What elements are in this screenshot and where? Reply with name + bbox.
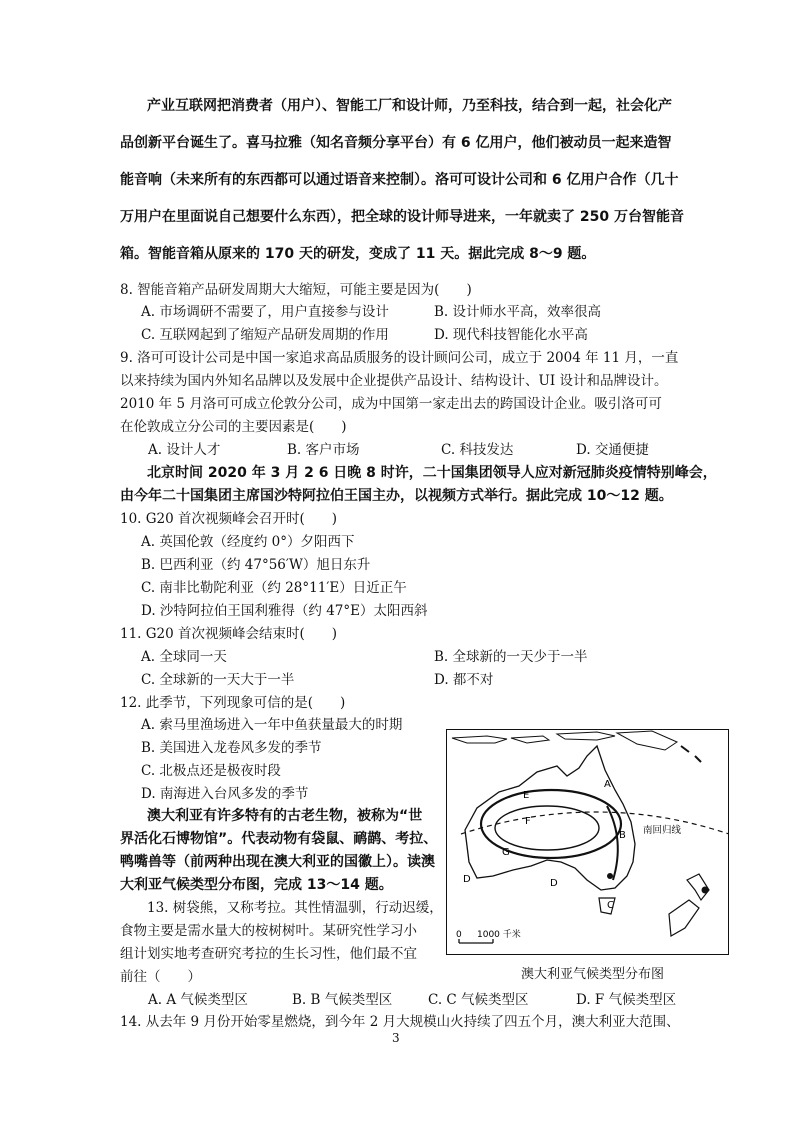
q12-option-b: B. 美国进入龙卷风多发的季节 [141, 740, 322, 756]
q13-line: 13. 树袋熊，又称考拉。其性情温驯，行动迟缓， [147, 900, 443, 916]
q9-option-a: A. 设计人才 [148, 442, 221, 458]
climate-zone-boundary [495, 806, 599, 850]
intro1-line: 万用户在里面说自己想要什么东西），把全球的设计师导进来，一年就卖了 250 万台智能音 [120, 209, 684, 225]
q12-option-d: D. 南海进入台风多发的季节 [141, 786, 309, 802]
q13-line: 食物主要是需水量大的桉树树叶。某研究性学习小 [120, 923, 417, 939]
q11-option-b: B. 全球新的一天少于一半 [434, 649, 588, 665]
q9-line: 以来持续为国内外知名品牌以及发展中企业提供产品设计、结构设计、UI 设计和品牌设计。 [120, 373, 668, 389]
q9-option-d: D. 交通便捷 [576, 442, 649, 458]
q8-option-a: A. 市场调研不需要了，用户直接参与设计 [141, 304, 389, 320]
q13-option-c: C. C 气候类型区 [428, 992, 529, 1008]
scale-zero: 0 [456, 930, 462, 940]
zone-label-e: E [523, 790, 530, 801]
new-guinea-outline [617, 731, 677, 750]
q12-option-c: C. 北极点还是极夜时段 [141, 763, 281, 779]
intro2-line: 由今年二十国集团主席国沙特阿拉伯王国主办，以视频方式举行。据此完成 10～12 题。 [120, 488, 673, 504]
q11-option-c: C. 全球新的一天大于一半 [141, 672, 295, 688]
scale-label: 1000 千米 [477, 930, 521, 940]
q10-option-b: B. 巴西利亚（约 47°56′W）旭日东升 [141, 557, 371, 573]
zone-label-a: A [604, 779, 611, 790]
map-graphic [447, 730, 728, 954]
q11-stem: 11. G20 首次视频峰会结束时( ) [120, 626, 338, 642]
q10-option-a: A. 英国伦敦（经度约 0°）夕阳西下 [141, 534, 355, 550]
intro2-line: 北京时间 2020 年 3 月 2 6 日晚 8 时许，二十国集团领导人应对新冠肺炎疫情特别峰会， [147, 465, 717, 481]
australia-outline [465, 746, 635, 890]
q8-option-b: B. 设计师水平高，效率很高 [434, 304, 602, 320]
q8-option-c: C. 互联网起到了缩短产品研发周期的作用 [141, 327, 389, 343]
intro3-line: 大利亚气候类型分布图，完成 13～14 题。 [120, 877, 393, 893]
tropic-label: 南回归线 [643, 825, 682, 836]
island-outline [557, 732, 615, 740]
q14-stem: 14. 从去年 9 月份开始零星燃烧，到今年 2 月大规模山火持续了四五个月，澳大利亚大范围、 [120, 1014, 680, 1030]
zone-label-f: F [525, 816, 531, 827]
zone-label-d: D [463, 874, 471, 885]
island-outline [511, 736, 549, 743]
q9-line: 2010 年 5 月洛可可成立伦敦分公司，成为中国第一家走出去的跨国设计企业。吸引洛可可 [120, 396, 662, 412]
island-outline [452, 736, 507, 743]
q8-option-d: D. 现代科技智能化水平高 [434, 327, 588, 343]
q13-line: 前往（ ） [120, 969, 201, 985]
q8-stem: 8. 智能音箱产品研发周期大大缩短，可能主要是因为( ) [120, 282, 472, 298]
intro1-line: 能音响（未来所有的东西都可以通过语音来控制）。洛可可设计公司和 6 亿用户合作（几十 [120, 172, 679, 188]
q9-option-c: C. 科技发达 [441, 442, 514, 458]
intro3-line: 界活化石博物馆”。代表动物有袋鼠、鸸鹋、考拉、 [120, 831, 438, 847]
q11-option-a: A. 全球同一天 [141, 649, 227, 665]
zone-label-b: B [619, 830, 626, 841]
zone-label-d: D [550, 878, 558, 889]
q10-option-d: D. 沙特阿拉伯王国利雅得（约 47°E）太阳西斜 [141, 603, 428, 619]
australia-climate-map [446, 729, 729, 955]
new-zealand-south [669, 900, 699, 936]
intro3-line: 澳大利亚有许多特有的古老生物，被称为“世 [147, 808, 423, 824]
q9-line: 9. 洛可可设计公司是中国一家追求高品质服务的设计顾问公司，成立于 2004 年 11 月，一直 [120, 350, 679, 366]
city-dot [607, 873, 613, 879]
intro1-line: 品创新平台诞生了。喜马拉雅（知名音频分享平台）有 6 亿用户，他们被动员一起来造智 [120, 135, 672, 151]
page-number: 3 [392, 1031, 400, 1045]
q10-option-c: C. 南非比勒陀利亚（约 28°11′E）日近正午 [141, 580, 407, 596]
q9-line: 在伦敦成立分公司的主要因素是( ) [120, 419, 347, 435]
q9-option-b: B. 客户市场 [287, 442, 360, 458]
q12-option-a: A. 索马里渔场进入一年中鱼获量最大的时期 [141, 717, 403, 733]
q13-option-d: D. F 气候类型区 [576, 992, 677, 1008]
city-dot [702, 887, 709, 894]
q13-line: 组计划实地考查研究考拉的生长习性，他们最不宜 [120, 946, 417, 962]
q11-option-d: D. 都不对 [434, 672, 494, 688]
q13-option-a: A. A 气候类型区 [148, 992, 248, 1008]
q10-stem: 10. G20 首次视频峰会召开时( ) [120, 511, 338, 527]
tropic-line [461, 812, 728, 834]
island-outline [681, 746, 701, 762]
zone-label-c: C [607, 900, 614, 911]
map-caption: 澳大利亚气候类型分布图 [521, 967, 665, 982]
zone-label-g: G [502, 847, 510, 858]
intro1-line: 产业互联网把消费者（用户）、智能工厂和设计师，乃至科技，结合到一起，社会化产 [147, 98, 672, 114]
q12-stem: 12. 此季节，下列现象可信的是( ) [120, 695, 346, 711]
q13-option-b: B. B 气候类型区 [292, 992, 393, 1008]
intro1-line: 箱。智能音箱从原来的 170 天的研发，变成了 11 天。据此完成 8～9 题。 [120, 246, 596, 262]
intro3-line: 鸭嘴兽等（前两种出现在澳大利亚的国徽上）。读澳 [120, 854, 435, 870]
